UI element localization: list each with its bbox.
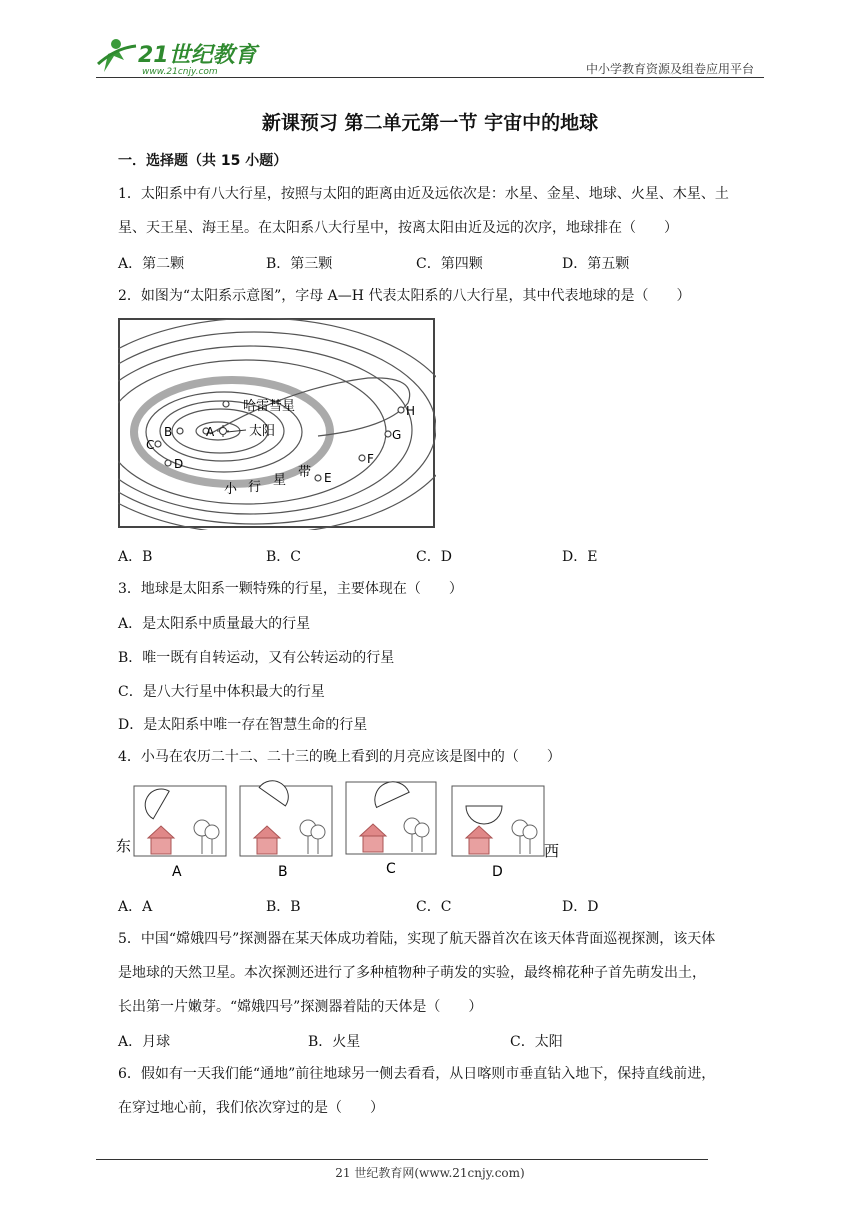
q5-line3: 长出第一片嫩芽。“嫦娥四号”探测器着陆的天体是（ ） xyxy=(118,999,483,1015)
sun-label: 太阳 xyxy=(249,424,276,439)
q1-option-d: D．第五颗 xyxy=(562,256,630,272)
q4-option-c: C．C xyxy=(416,899,452,915)
q1-line1: 1．太阳系中有八大行星，按照与太阳的距离由近及远依次是：水星、金星、地球、火星、木星、土 xyxy=(118,186,729,202)
solar-system-diagram xyxy=(118,318,436,530)
q3-option-a: A．是太阳系中质量最大的行星 xyxy=(118,616,311,632)
q2-option-c: C．D xyxy=(416,549,452,565)
q2-option-b: B．C xyxy=(266,549,301,565)
planet-g-label: G xyxy=(392,428,402,442)
runner-icon xyxy=(98,39,136,72)
planet-a-label: A xyxy=(206,425,215,439)
q1-line2: 星、天王星、海王星。在太阳系八大行星中，按离太阳由近及远的次序，地球排在（ ） xyxy=(118,220,678,236)
q5-option-a: A．月球 xyxy=(118,1034,171,1050)
panel-d xyxy=(452,786,544,880)
panel-b-label: B xyxy=(278,864,288,880)
east-label: 东 xyxy=(116,837,132,855)
q4-option-a: A．A xyxy=(118,899,153,915)
belt-label-1: 小 xyxy=(224,482,238,497)
q2-option-d: D．E xyxy=(562,549,598,565)
page-title: 新课预习 第二单元第一节 宇宙中的地球 xyxy=(261,112,599,134)
planet-e-label: E xyxy=(324,471,332,485)
logo-url: www.21cnjy.com xyxy=(142,67,218,77)
comet-label: 哈雷彗星 xyxy=(243,399,296,414)
planet-f-label: F xyxy=(367,452,374,466)
section-heading: 一．选择题（共 15 小题） xyxy=(118,153,288,169)
q4-option-d: D．D xyxy=(562,899,599,915)
q3-option-b: B．唯一既有自转运动，又有公转运动的行星 xyxy=(118,650,395,666)
q3-line1: 3．地球是太阳系一颗特殊的行星，主要体现在（ ） xyxy=(118,581,463,597)
moon-phase-diagram xyxy=(116,780,566,884)
panel-c xyxy=(346,780,436,877)
panel-c-label: C xyxy=(386,861,396,877)
q5-option-b: B．火星 xyxy=(308,1034,361,1050)
q5-line2: 是地球的天然卫星。本次探测还进行了多种植物种子萌发的实验，最终棉花种子首先萌发出土， xyxy=(118,965,706,981)
q6-line1: 6．假如有一天我们能“通地”前往地球另一侧去看看，从日喀则市垂直钻入地下，保持直线前进， xyxy=(118,1066,716,1082)
q1-option-b: B．第三颗 xyxy=(266,256,333,272)
site-logo xyxy=(96,34,266,78)
q1-option-a: A．第二颗 xyxy=(118,256,185,272)
belt-label-2: 行 xyxy=(248,480,262,495)
q2-option-a: A．B xyxy=(118,549,153,565)
q2-line1: 2．如图为“太阳系示意图”，字母 A—H 代表太阳系的八大行星，其中代表地球的是（ ） xyxy=(118,288,691,304)
q5-option-c: C．太阳 xyxy=(510,1034,563,1050)
belt-label-3: 星 xyxy=(273,473,287,488)
planet-c-label: C xyxy=(146,438,155,452)
q3-option-d: D．是太阳系中唯一存在智慧生命的行星 xyxy=(118,717,368,733)
panel-a-label: A xyxy=(172,864,182,880)
panel-d-label: D xyxy=(492,864,503,880)
q1-option-c: C．第四颗 xyxy=(416,256,483,272)
planet-b-label: B xyxy=(164,425,173,439)
panel-a xyxy=(134,783,226,880)
footer-divider xyxy=(96,1159,708,1160)
planet-d-label: D xyxy=(174,457,184,471)
panel-b xyxy=(240,780,332,880)
header-divider xyxy=(96,77,764,78)
q3-option-c: C．是八大行星中体积最大的行星 xyxy=(118,684,325,700)
q4-option-b: B．B xyxy=(266,899,301,915)
q4-line1: 4．小马在农历二十二、二十三的晚上看到的月亮应该是图中的（ ） xyxy=(118,749,561,765)
belt-label-4: 带 xyxy=(298,465,312,480)
footer-text[interactable]: 21 世纪教育网(www.21cnjy.com) xyxy=(335,1166,525,1180)
q6-line2: 在穿过地心前，我们依次穿过的是（ ） xyxy=(118,1100,384,1116)
planet-h-label: H xyxy=(406,404,416,418)
west-label: 西 xyxy=(544,842,560,860)
logo-text: 21世纪教育 xyxy=(138,43,257,68)
q5-line1: 5．中国“嫦娥四号”探测器在某天体成功着陆，实现了航天器首次在该天体背面巡视探测，该天体 xyxy=(118,931,716,947)
header-platform-text: 中小学教育资源及组卷应用平台 xyxy=(585,62,754,76)
